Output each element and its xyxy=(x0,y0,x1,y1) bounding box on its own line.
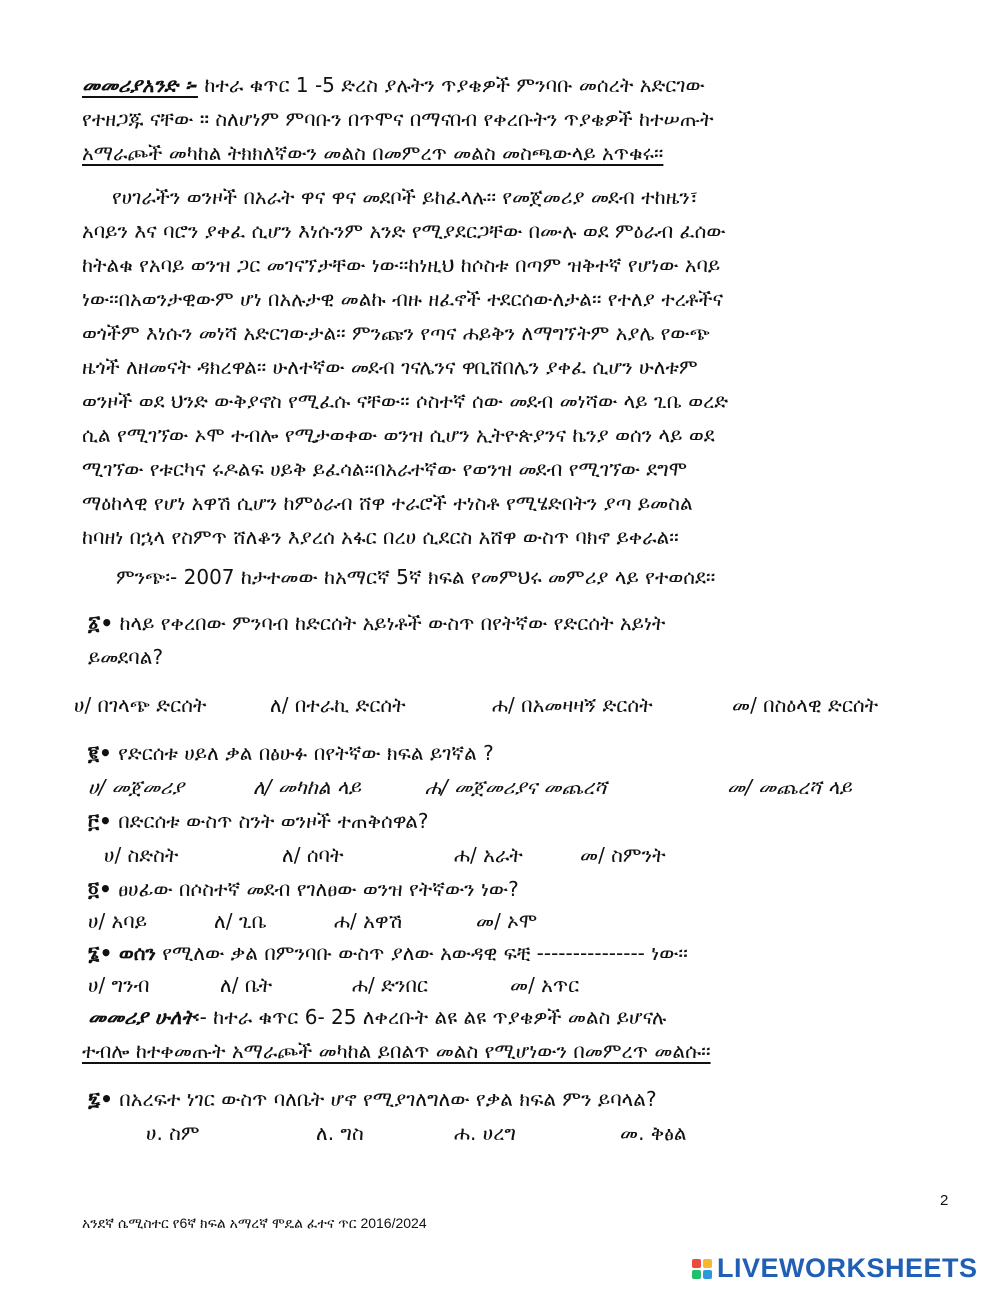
instruction2-line1 xyxy=(88,1002,666,1032)
question-1 xyxy=(88,608,665,638)
page-number: 2 xyxy=(940,1192,949,1209)
liveworksheets-logo-icon xyxy=(692,1259,712,1279)
question-6 xyxy=(88,1084,657,1114)
passage-line: ሚገኘው የቱርካና ሩዶልፍ ሀይቅ ይፈሳል፡፡በአራተኛው የወንዝ መደብ የሚገኘው ደግሞ xyxy=(82,457,688,481)
question-2 xyxy=(88,738,494,768)
option-d[interactable]: መ/ ስምንት xyxy=(580,843,666,867)
instruction2-text1: ፡- ከተራ ቁጥር 6- 25 ለቀረቡት ልዩ ልዩ ጥያቄዎች መልስ ይሆናሉ xyxy=(194,1005,667,1029)
passage-line: ማዕከላዊ የሆነ አዋሽ ሲሆን ከምዕራብ ሸዋ ተራሮች ተነስቶ የሚሄድበትን ያጣ ይመስል xyxy=(82,491,693,515)
instruction2-line2: ተብሎ ከተቀመጡት አማራጮች መካከል ይበልጥ መልስ የሚሆነውን በመምረጥ መልሱ፡፡ xyxy=(82,1039,711,1063)
option-b[interactable]: ለ. ግስ xyxy=(316,1121,364,1145)
option-c[interactable]: ሐ/ በአመዛዛኝ ድርሰት xyxy=(492,693,653,717)
question-6-options xyxy=(146,1118,687,1148)
question-4 xyxy=(88,874,519,904)
passage-line: ወጎችም እነሱን መነሻ አድርገውታል፡፡ ምንጩን የጣና ሐይቅን ለማግኘትም አያሌ የውጭ xyxy=(82,321,710,345)
source-note: ምንጭ፡- 2007 ከታተመው ከአማርኛ 5ኛ ክፍል የመምህሩ መምሪያ ላይ የተወሰደ፡፡ xyxy=(116,565,716,589)
passage-line: ሲል የሚገኘው ኦሞ ተብሎ የሚታወቀው ወንዝ ሲሆን ኢትዮጵያንና ኬንያ ወሰን ላይ ወደ xyxy=(82,423,715,447)
passage-line: ከትልቁ የአባይ ወንዝ ጋር መገናኘታቸው ነው፡፡ከነዚህ ከሶስቱ በጣም ዝቅተኛ የሆነው አባይ xyxy=(82,253,721,277)
option-d[interactable]: መ. ቅፅል xyxy=(620,1121,687,1145)
instruction1-label: መመሪያአንድ ፡- xyxy=(82,73,198,97)
liveworksheets-logo xyxy=(692,1253,978,1284)
option-b[interactable]: ለ/ በተራኪ ድርሰት xyxy=(270,693,406,717)
instruction1-line1 xyxy=(82,70,705,100)
question-6-text: በአረፍተ ነገር ውስጥ ባለቤት ሆኖ የሚያገለግለው የቃል ክፍል ምን ይባላል? xyxy=(119,1087,657,1111)
option-d[interactable]: መ/ በስዕላዊ ድርሰት xyxy=(732,693,879,717)
question-5-bold-word: ወሰን xyxy=(118,941,156,965)
footer-text: አንደኛ ሴሚስተር የ6ኛ ክፍል አማረኛ ሞዴል ፈተና ጥር 2016/2024 xyxy=(82,1215,427,1231)
option-c[interactable]: ሐ. ሀረግ xyxy=(454,1121,517,1145)
option-a[interactable]: ሀ. ስም xyxy=(146,1121,200,1145)
question-2-text: የድርሰቱ ሀይለ ቃል በፅሁፉ በየትኛው ክፍል ይገኛል ? xyxy=(118,741,494,765)
question-2-options xyxy=(88,772,852,802)
option-c[interactable]: ሐ/ አራት xyxy=(454,843,523,867)
question-3-options xyxy=(104,840,666,870)
question-4-number: ፬• xyxy=(88,877,112,901)
instruction2-label: መመሪያ ሁለት xyxy=(88,1005,195,1029)
option-c[interactable]: ሐ/ አዋሽ xyxy=(334,909,403,933)
question-4-options xyxy=(88,906,537,936)
option-a[interactable]: ሀ/ መጀመሪያ xyxy=(88,775,184,799)
passage-line: አባይን እና ባሮን ያቀፈ ሲሆን እነሱንም አንድ የሚያደርጋቸው በሙሉ ወደ ምዕራብ ፈሰው xyxy=(82,219,726,243)
instruction1-line2: የተዘጋጁ ናቸው ። ስለሆነም ምባቡን በጥሞና በማናበብ የቀረቡትን ጥያቄዎች ከተሠጡት xyxy=(82,107,714,131)
option-a[interactable]: ሀ/ ስድስት xyxy=(104,843,179,867)
passage-line: የሀገራችን ወንዞች በአራት ዋና ዋና መደቦች ይከፈላሉ፡፡ የመጀመሪያ መደብ ተከዜን፣ xyxy=(112,185,698,209)
question-3-text: በድርሰቱ ውስጥ ስንት ወንዞች ተጠቅሰዋል? xyxy=(118,809,429,833)
option-a[interactable]: ሀ/ አባይ xyxy=(88,909,148,933)
option-b[interactable]: ለ/ ቤት xyxy=(220,973,273,997)
option-b[interactable]: ለ/ መካከል ላይ xyxy=(253,775,361,799)
question-6-number: ፯• xyxy=(88,1087,113,1111)
option-a[interactable]: ሀ/ በገላጭ ድርሰት xyxy=(74,693,207,717)
option-c[interactable]: ሐ/ መጀመሪያና መጨረሻ xyxy=(425,775,607,799)
instruction1-text1: ከተራ ቁጥር 1 -5 ድረስ ያሉትን ጥያቄዎች ምንባቡ መሰረት አድርገው xyxy=(204,73,705,97)
question-5-options xyxy=(88,970,579,1000)
question-1-number: ፩• xyxy=(88,611,114,635)
passage-line: ነው፡፡በአወንታዊውም ሆነ በአሉታዊ መልኩ ብዙ ዘፈኖች ተደርሰውለታል፡፡ የተለያ ተረቶችና xyxy=(82,287,724,311)
passage-line: ወንዞች ወደ ህንድ ውቅያኖስ የሚፈሱ ናቸው፡፡ ሶስተኛ ሰው መደብ መነሻው ላይ ጊቤ ወረድ xyxy=(82,389,729,413)
liveworksheets-logo-text: LIVEWORKSHEETS xyxy=(717,1253,978,1283)
question-1-options xyxy=(74,690,878,720)
option-d[interactable]: መ/ አጥር xyxy=(510,973,580,997)
question-5-number: ፮• xyxy=(88,941,113,965)
instruction1-line3: አማራጮች መካከል ትክክለኛውን መልስ በመምረጥ መልስ መስጫውላይ አጥቁሩ፡፡ xyxy=(82,141,664,165)
question-5 xyxy=(88,938,688,968)
question-3-number: ፫• xyxy=(88,809,112,833)
option-c[interactable]: ሐ/ ድንበር xyxy=(352,973,428,997)
question-5-text: የሚለው ቃል በምንባቡ ውስጥ ያለው አውዳዊ ፍቺ --------------- ነው፡፡ xyxy=(162,941,688,965)
option-b[interactable]: ለ/ ጊቤ xyxy=(214,909,267,933)
question-1-text-cont: ይመደባል? xyxy=(88,645,164,669)
question-1-text: ከላይ የቀረበው ምንባብ ከድርሰት አይነቶች ውስጥ በየትኛው የድርሰት አይነት xyxy=(119,611,666,635)
passage-line: ዜጎች ለዘመናት ዳክረዋል፡፡ ሁለተኛው መደብ ገናሌንና ዋቢሸበሌን ያቀፈ ሲሆን ሁለቱም xyxy=(82,355,698,379)
option-d[interactable]: መ/ ኦሞ xyxy=(476,909,538,933)
option-d[interactable]: መ/ መጨረሻ ላይ xyxy=(727,775,852,799)
question-3 xyxy=(88,806,429,836)
question-4-text: ፀሀፊው በሶስተኛ መደብ የገለፀው ወንዝ የትኛውን ነው? xyxy=(118,877,519,901)
option-a[interactable]: ሀ/ ግንብ xyxy=(88,973,150,997)
question-2-number: ፪• xyxy=(88,741,112,765)
option-b[interactable]: ለ/ ሰባት xyxy=(282,843,344,867)
passage-line: ከባዘነ በኋላ የስምጥ ሸለቆን እያረሰ አፋር በረሀ ሲደርስ አሸዋ ውስጥ ባክኖ ይቀራል፡፡ xyxy=(82,525,679,549)
